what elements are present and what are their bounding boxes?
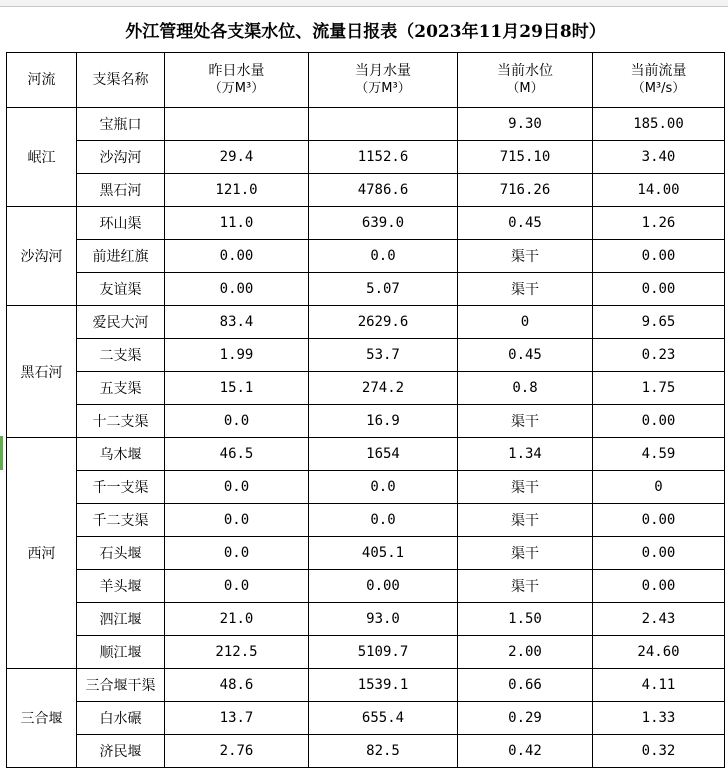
yesterday-volume-cell[interactable]: 0.0	[165, 405, 309, 438]
yesterday-volume-cell[interactable]: 29.4	[165, 141, 309, 174]
month-volume-cell[interactable]: 82.5	[309, 735, 458, 768]
branch-name-cell[interactable]: 石头堰	[77, 537, 165, 570]
yesterday-volume-cell[interactable]: 1.99	[165, 339, 309, 372]
flow-rate-cell[interactable]: 0.00	[593, 537, 725, 570]
branch-name-cell[interactable]: 十二支渠	[77, 405, 165, 438]
month-volume-cell[interactable]: 0.00	[309, 570, 458, 603]
branch-name-cell[interactable]: 千一支渠	[77, 471, 165, 504]
water-level-cell[interactable]: 0.66	[458, 669, 593, 702]
water-level-cell[interactable]: 渠干	[458, 240, 593, 273]
branch-name-cell[interactable]: 前进红旗	[77, 240, 165, 273]
column-header-strip	[0, 0, 728, 7]
yesterday-volume-cell[interactable]: 15.1	[165, 372, 309, 405]
branch-name-cell[interactable]: 白水碾	[77, 702, 165, 735]
header-level-label: 当前水位	[497, 63, 553, 79]
month-volume-cell[interactable]: 1654	[309, 438, 458, 471]
month-volume-cell[interactable]: 0.0	[309, 504, 458, 537]
branch-name-cell[interactable]: 顺江堰	[77, 636, 165, 669]
table-row	[7, 504, 725, 537]
flow-rate-cell[interactable]: 0.00	[593, 504, 725, 537]
month-volume-cell[interactable]: 93.0	[309, 603, 458, 636]
yesterday-volume-cell[interactable]: 0.0	[165, 570, 309, 603]
table-row	[7, 570, 725, 603]
branch-name-cell[interactable]: 黑石河	[77, 174, 165, 207]
branch-name-cell[interactable]: 环山渠	[77, 207, 165, 240]
table-row	[7, 240, 725, 273]
yesterday-volume-cell[interactable]: 121.0	[165, 174, 309, 207]
branch-name-cell[interactable]: 友谊渠	[77, 273, 165, 306]
flow-rate-cell[interactable]: 24.60	[593, 636, 725, 669]
table-row	[7, 405, 725, 438]
table-row	[7, 339, 725, 372]
table-row	[7, 471, 725, 504]
month-volume-cell[interactable]: 274.2	[309, 372, 458, 405]
branch-name-cell[interactable]: 千二支渠	[77, 504, 165, 537]
header-branch: 支渠名称	[77, 53, 165, 108]
header-yesterday-unit: （万M³）	[208, 81, 265, 96]
report-body	[7, 108, 725, 768]
water-level-cell[interactable]: 9.30	[458, 108, 593, 141]
yesterday-volume-cell[interactable]: 0.0	[165, 537, 309, 570]
yesterday-volume-cell[interactable]: 2.76	[165, 735, 309, 768]
flow-rate-cell[interactable]: 0.23	[593, 339, 725, 372]
header-month	[309, 53, 458, 108]
branch-name-cell[interactable]: 沙沟河	[77, 141, 165, 174]
flow-rate-cell[interactable]: 0	[593, 471, 725, 504]
flow-rate-cell[interactable]: 1.75	[593, 372, 725, 405]
branch-name-cell[interactable]: 泗江堰	[77, 603, 165, 636]
table-row	[7, 273, 725, 306]
water-level-cell[interactable]: 2.00	[458, 636, 593, 669]
branch-name-cell[interactable]: 羊头堰	[77, 570, 165, 603]
river-name-cell[interactable]: 西河	[7, 438, 77, 669]
table-row	[7, 438, 725, 471]
yesterday-volume-cell[interactable]: 0.0	[165, 471, 309, 504]
river-name-cell[interactable]: 三合堰	[7, 669, 77, 768]
header-month-label: 当月水量	[355, 63, 411, 79]
flow-rate-cell[interactable]: 0.00	[593, 405, 725, 438]
month-volume-cell[interactable]: 655.4	[309, 702, 458, 735]
month-volume-cell[interactable]: 5109.7	[309, 636, 458, 669]
month-volume-cell[interactable]: 639.0	[309, 207, 458, 240]
table-row	[7, 174, 725, 207]
header-yesterday	[165, 53, 309, 108]
flow-rate-cell[interactable]: 4.59	[593, 438, 725, 471]
yesterday-volume-cell[interactable]: 0.00	[165, 240, 309, 273]
month-volume-cell[interactable]: 1539.1	[309, 669, 458, 702]
water-level-cell[interactable]: 0	[458, 306, 593, 339]
flow-rate-cell[interactable]: 4.11	[593, 669, 725, 702]
water-level-cell[interactable]: 1.50	[458, 603, 593, 636]
flow-rate-cell[interactable]: 185.00	[593, 108, 725, 141]
water-level-cell[interactable]: 渠干	[458, 537, 593, 570]
water-level-cell[interactable]: 渠干	[458, 570, 593, 603]
flow-rate-cell[interactable]: 14.00	[593, 174, 725, 207]
branch-name-cell[interactable]: 五支渠	[77, 372, 165, 405]
yesterday-volume-cell[interactable]: 46.5	[165, 438, 309, 471]
table-row	[7, 537, 725, 570]
month-volume-cell[interactable]: 4786.6	[309, 174, 458, 207]
yesterday-volume-cell[interactable]: 83.4	[165, 306, 309, 339]
header-river: 河流	[7, 53, 77, 108]
table-row	[7, 702, 725, 735]
yesterday-volume-cell[interactable]: 13.7	[165, 702, 309, 735]
water-level-cell[interactable]: 0.8	[458, 372, 593, 405]
flow-rate-cell[interactable]: 0.32	[593, 735, 725, 768]
water-level-cell[interactable]: 渠干	[458, 273, 593, 306]
header-flow	[593, 53, 725, 108]
branch-name-cell[interactable]: 爱民大河	[77, 306, 165, 339]
flow-rate-cell[interactable]: 1.33	[593, 702, 725, 735]
water-level-cell[interactable]: 0.42	[458, 735, 593, 768]
header-flow-label: 当前流量	[630, 63, 687, 79]
month-volume-cell[interactable]: 16.9	[309, 405, 458, 438]
header-flow-unit: （M³/s）	[631, 81, 686, 96]
month-volume-cell[interactable]: 0.0	[309, 240, 458, 273]
branch-name-cell[interactable]: 二支渠	[77, 339, 165, 372]
table-row	[7, 669, 725, 702]
yesterday-volume-cell[interactable]	[165, 108, 309, 141]
table-row	[7, 141, 725, 174]
water-level-cell[interactable]: 715.10	[458, 141, 593, 174]
water-level-cell[interactable]: 0.45	[458, 339, 593, 372]
flow-rate-cell[interactable]: 2.43	[593, 603, 725, 636]
yesterday-volume-cell[interactable]: 11.0	[165, 207, 309, 240]
header-level-unit: （M）	[506, 81, 544, 96]
flow-rate-cell[interactable]: 3.40	[593, 141, 725, 174]
flow-rate-cell[interactable]: 0.00	[593, 273, 725, 306]
river-name-cell[interactable]: 黑石河	[7, 306, 77, 438]
river-name-cell[interactable]: 沙沟河	[7, 207, 77, 306]
month-volume-cell[interactable]	[309, 108, 458, 141]
daily-report-table	[6, 7, 725, 768]
header-level	[458, 53, 593, 108]
table-row	[7, 306, 725, 339]
header-yesterday-label: 昨日水量	[208, 63, 265, 79]
row-selection-marker	[0, 436, 3, 470]
branch-name-cell[interactable]: 三合堰干渠	[77, 669, 165, 702]
water-level-cell[interactable]: 716.26	[458, 174, 593, 207]
flow-rate-cell[interactable]: 0.00	[593, 570, 725, 603]
branch-name-cell[interactable]: 济民堰	[77, 735, 165, 768]
month-volume-cell[interactable]: 2629.6	[309, 306, 458, 339]
table-row	[7, 735, 725, 768]
flow-rate-cell[interactable]: 0.00	[593, 240, 725, 273]
river-name-cell[interactable]: 岷江	[7, 108, 77, 207]
yesterday-volume-cell[interactable]: 212.5	[165, 636, 309, 669]
branch-name-cell[interactable]: 宝瓶口	[77, 108, 165, 141]
yesterday-volume-cell[interactable]: 21.0	[165, 603, 309, 636]
yesterday-volume-cell[interactable]: 0.0	[165, 504, 309, 537]
header-month-unit: （万M³）	[355, 81, 411, 96]
water-level-cell[interactable]: 0.29	[458, 702, 593, 735]
month-volume-cell[interactable]: 405.1	[309, 537, 458, 570]
table-row	[7, 636, 725, 669]
branch-name-cell[interactable]: 乌木堰	[77, 438, 165, 471]
water-level-cell[interactable]: 0.45	[458, 207, 593, 240]
yesterday-volume-cell[interactable]: 0.00	[165, 273, 309, 306]
table-row	[7, 108, 725, 141]
table-row	[7, 207, 725, 240]
water-level-cell[interactable]: 渠干	[458, 405, 593, 438]
flow-rate-cell[interactable]: 9.65	[593, 306, 725, 339]
water-level-cell[interactable]: 渠干	[458, 471, 593, 504]
month-volume-cell[interactable]: 5.07	[309, 273, 458, 306]
month-volume-cell[interactable]: 1152.6	[309, 141, 458, 174]
water-level-cell[interactable]: 渠干	[458, 504, 593, 537]
month-volume-cell[interactable]: 0.0	[309, 471, 458, 504]
table-row	[7, 603, 725, 636]
table-row	[7, 372, 725, 405]
yesterday-volume-cell[interactable]: 48.6	[165, 669, 309, 702]
header-row	[7, 53, 725, 108]
water-level-cell[interactable]: 1.34	[458, 438, 593, 471]
month-volume-cell[interactable]: 53.7	[309, 339, 458, 372]
report-title: 外江管理处各支渠水位、流量日报表（2023年11月29日8时）	[7, 7, 725, 53]
flow-rate-cell[interactable]: 1.26	[593, 207, 725, 240]
